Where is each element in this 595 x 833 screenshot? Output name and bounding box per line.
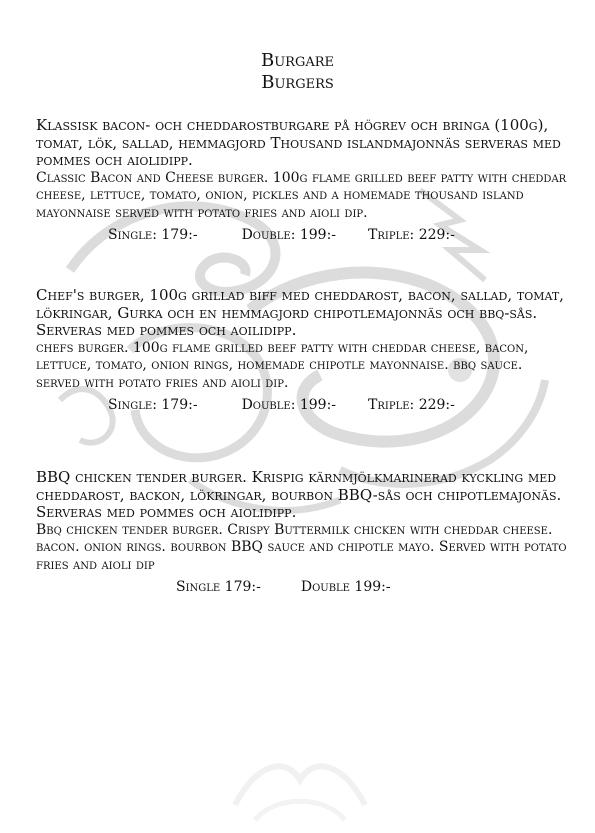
item-description-english: Classic Bacon and Cheese burger. 100g flame grilled beef patty with cheddar cheese, lettuce, tomato, onion, pickles and a homemade thousand island mayonnaise served with potato fries and aioli dip. bbox=[36, 169, 567, 221]
item-description-english: chefs burger. 100g flame grilled beef patty with cheddar cheese, bacon, lettuce, tomato, onion rings, homemade chipotle mayonnaise. bbq sauce. served with potato fries and aioli dip. bbox=[36, 339, 529, 391]
title-swedish: Burgare bbox=[260, 50, 335, 71]
menu-item-bbq-chicken-burger bbox=[36, 469, 568, 596]
price-triple: Triple: 229:- bbox=[368, 226, 455, 243]
item-description-swedish: Klassisk bacon- och cheddarostburgare på högrev och bringa (100g), tomat, lök, sallad, hemmagjord Thousand islandmajonnäs serveras med pommes och aiolidipp. bbox=[36, 116, 561, 170]
price-single: Single: 179:- bbox=[108, 226, 198, 243]
price-double: Double: 199:- bbox=[241, 226, 337, 243]
price-double: Double 199:- bbox=[300, 578, 391, 595]
menu-item-classic-burger bbox=[36, 117, 568, 244]
menu-item-chefs-burger bbox=[36, 287, 568, 414]
section-title bbox=[0, 50, 595, 94]
price-single: Single: 179:- bbox=[108, 396, 198, 413]
price-row bbox=[36, 396, 568, 414]
item-description-swedish: Chef's burger, 100g grillad biff med cheddarost, bacon, sallad, tomat, lökringar, Gurka och en hemmagjord chipotlemajonnäs och bbq-sås. Serveras med pommes och aoilidipp. bbox=[36, 286, 564, 340]
price-row bbox=[36, 226, 568, 244]
price-single: Single 179:- bbox=[176, 578, 261, 595]
title-english: Burgers bbox=[261, 72, 334, 93]
price-triple: Triple: 229:- bbox=[368, 396, 455, 413]
wave-watermark-icon bbox=[225, 725, 375, 825]
price-row bbox=[36, 578, 568, 596]
item-description-english: Bbq chicken tender burger. Crispy Buttermilk chicken with cheddar cheese. bacon. onion rings. bourbon BBQ sauce and chipotle mayo. Served with potato fries and aioli dip bbox=[36, 521, 567, 573]
item-description-swedish: BBQ chicken tender burger. Krispig kärnmjölkmarinerad kyckling med cheddarost, backon, lökringar, bourbon BBQ-sås och chipotlemajonäs. Serveras med pommes och aiolidipp. bbox=[36, 468, 562, 522]
price-double: Double: 199:- bbox=[241, 396, 337, 413]
